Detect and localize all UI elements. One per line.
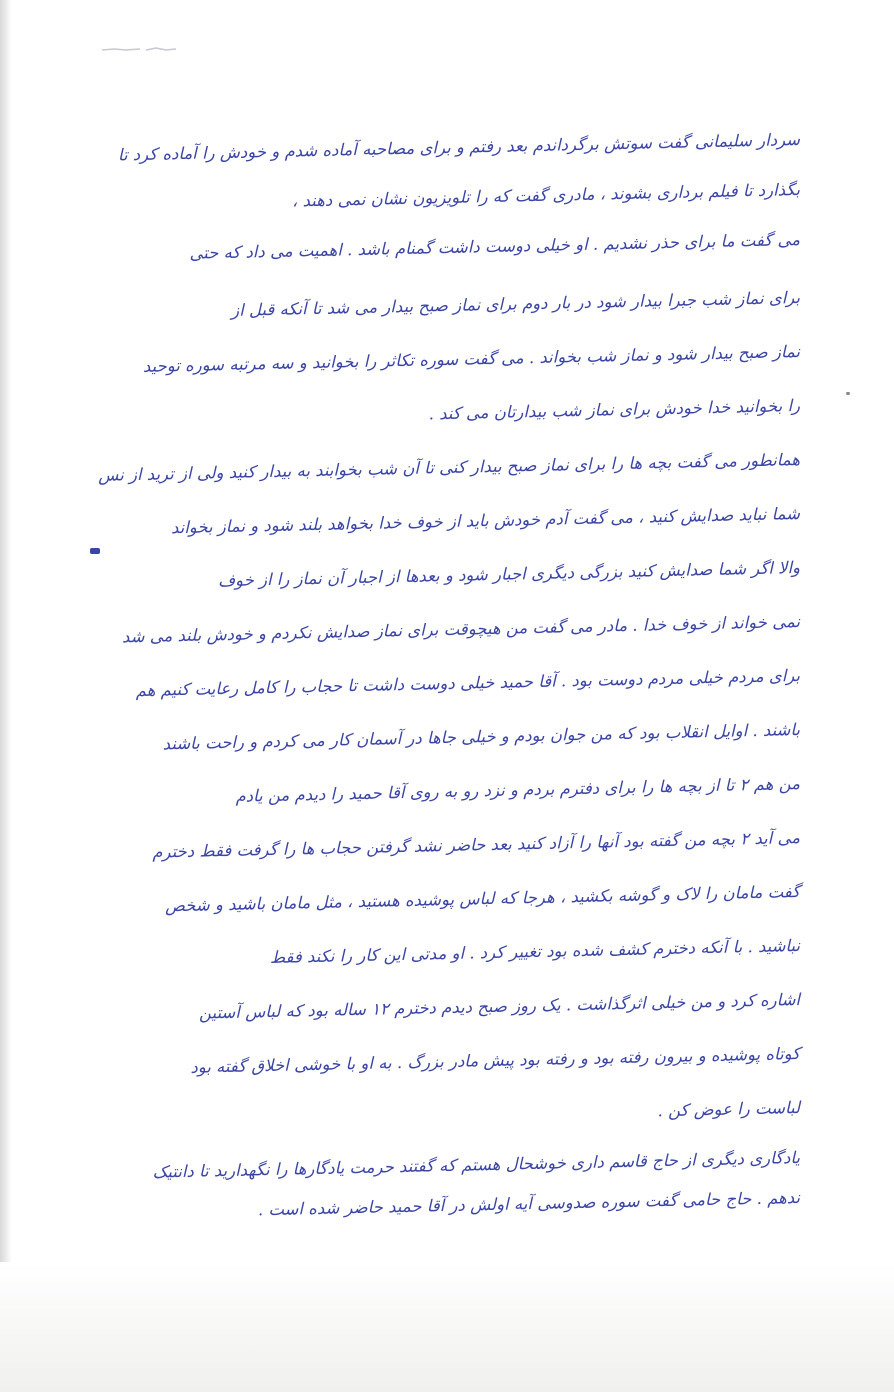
handwritten-line: را بخوانید خدا خودش برای نماز شب بیدارتان می کند . — [428, 396, 801, 424]
handwritten-line: می آید ۲ بچه من گفته بود آنها را آزاد کنید بعد حاضر نشد گرفتن حجاب ها را گرفت فقط دخترم — [152, 828, 801, 862]
scan-dust-speck — [846, 392, 850, 395]
handwritten-line: سردار سلیمانی گفت سوتش برگرداندم بعد رفتم و برای مصاحبه آماده شدم و خودش را آماده کرد تا — [117, 130, 801, 165]
handwritten-line: کوتاه پوشیده و بیرون رفته بود و رفته بود پیش مادر بزرگ . به او با خوشی اخلاق گفته بود — [190, 1044, 801, 1077]
handwritten-line: نمی خواند از خوف خدا . مادر می گفت من هیچوقت برای نماز صدایش نکردم و خودش بلند می شد — [121, 612, 801, 647]
handwritten-line: می گفت ما برای حذر نشدیم . او خیلی دوست داشت گمنام باشد . اهمیت می داد که حتی — [189, 230, 801, 263]
handwritten-line: یادگاری دیگری از حاج قاسم داری خوشحال هستم که گفتند حرمت یادگارها را نگهدارید تا دانتیک — [152, 1148, 801, 1182]
handwritten-letter — [40, 120, 800, 1230]
handwritten-line: برای نماز شب جبرا بیدار شود در بار دوم برای نماز صبح بیدار می شد تا آنکه قبل از — [230, 288, 801, 320]
handwritten-line: برای مردم خیلی مردم دوست بود . آقا حمید خیلی دوست داشت تا حجاب را کامل رعایت کنیم هم — [135, 666, 801, 701]
handwritten-line: من هم ۲ تا از بچه ها را برای دفترم بردم و نزد رو به روی آقا حمید را دیدم من یادم — [235, 774, 801, 806]
handwritten-line: ندهم . حاج حامی گفت سوره صدوسی آیه اولش در آقا حمید حاضر شده است . — [257, 1188, 801, 1220]
faint-header-mark — [100, 44, 180, 54]
handwritten-line: گفت مامان را لاک و گوشه بکشید ، هرجا که لباس پوشیده هستید ، مثل مامان باشید و شخص — [164, 882, 801, 916]
handwritten-line: والا اگر شما صدایش کنید بزرگی دیگری اجبار شود و بعدها از اجبار آن نماز را از خوف — [217, 558, 801, 591]
faint-scribble-icon — [100, 44, 180, 54]
scan-edge-shadow — [0, 0, 12, 1392]
handwritten-line: باشند . اوایل انقلاب بود که من جوان بودم و خیلی جاها در آسمان کار می کردم و راحت باشند — [162, 720, 801, 754]
handwritten-line: شما نباید صدایش کنید ، می گفت آدم خودش باید از خوف خدا بخواهد بلند شود و نماز بخواند — [170, 504, 801, 538]
handwritten-line: اشاره کرد و من خیلی اثرگذاشت . یک روز صبح دیدم دخترم ۱۲ ساله بود که لباس آستین — [198, 990, 801, 1023]
handwritten-line: همانطور می گفت بچه ها را برای نماز صبح بیدار کنی تا آن شب بخوابند به بیدار کنید ولی از ترید از نس — [97, 450, 801, 485]
handwritten-line: نباشید . با آنکه دخترم کشف شده بود تغییر کرد . او مدتی این کار را نکند فقط — [269, 936, 801, 968]
handwritten-line: لباست را عوض کن . — [657, 1098, 801, 1121]
scan-bottom-margin — [0, 1262, 894, 1392]
handwritten-line: نماز صبح بیدار شود و نماز شب بخواند . می گفت سوره تکاثر را بخوانید و سه مرتبه سوره توحید — [142, 342, 801, 376]
handwritten-line: بگذارد تا فیلم برداری بشوند ، مادری گفت که را تلویزیون نشان نمی دهند ، — [291, 180, 801, 211]
ink-blot — [90, 548, 100, 554]
